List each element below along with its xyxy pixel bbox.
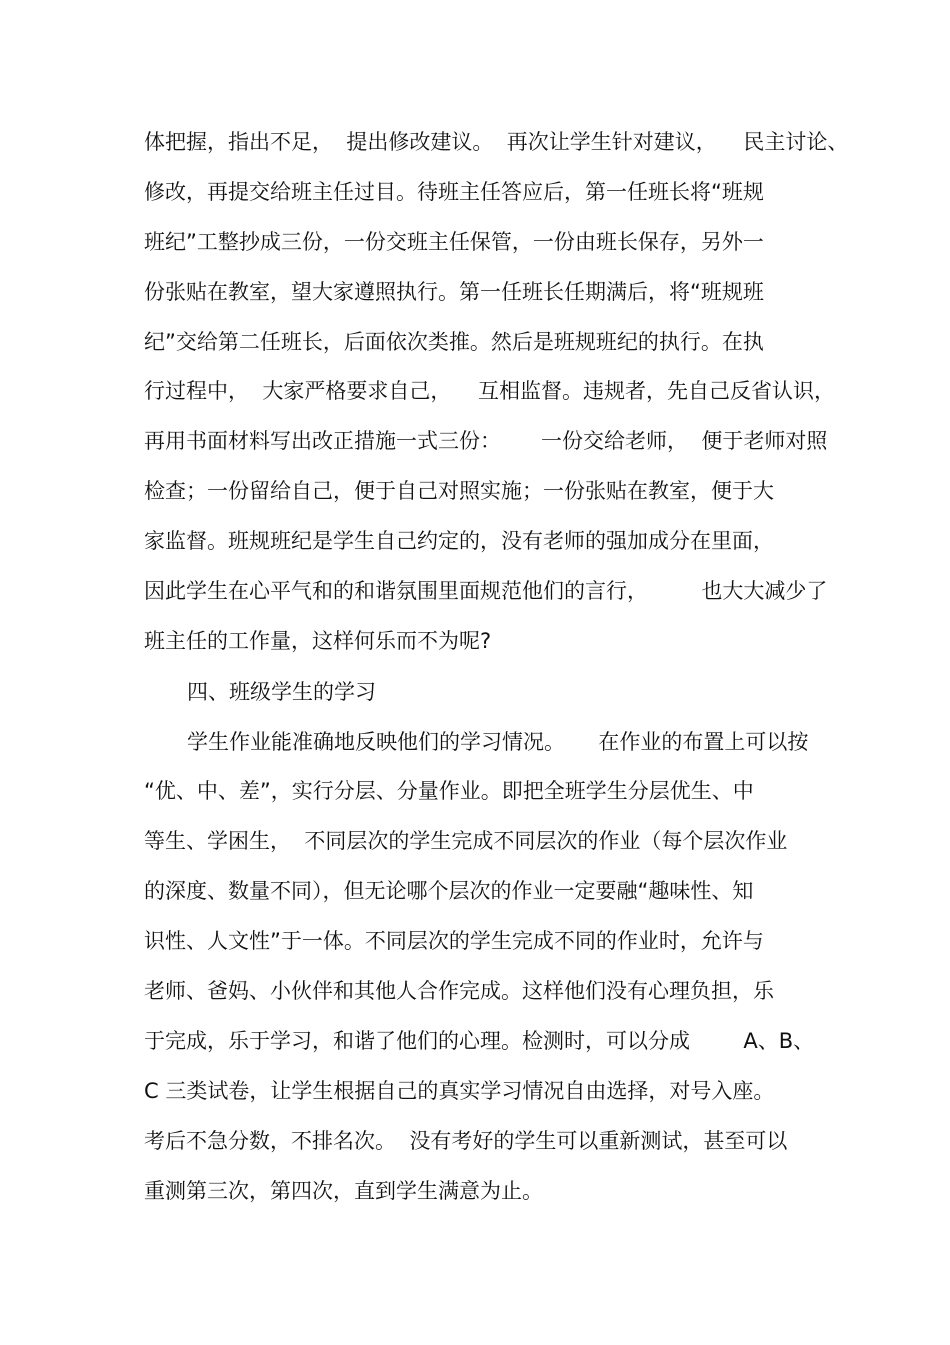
- text-line-9: 家监督。班规班纪是学生自己约定的，没有老师的强加成分在里面，: [144, 529, 774, 553]
- text-line-14: “优、中、差”，实行分层、分量作业。即把全班学生分层优生、中: [144, 779, 754, 803]
- section-heading: 四、班级学生的学习: [187, 680, 376, 704]
- text-line-6: 行过程中， 大家严格要求自己， 互相监督。违规者，先自己反省认识，: [144, 379, 836, 403]
- text-line-13: 学生作业能准确地反映他们的学习情况。 在作业的布置上可以按: [187, 730, 809, 754]
- text-line-11: 班主任的工作量，这样何乐而不为呢?: [144, 629, 492, 653]
- text-line-19: 于完成，乐于学习，和谐了他们的心理。检测时，可以分成 A、B、: [144, 1029, 815, 1053]
- text-line-16: 的深度、数量不同），但无论哪个层次的作业一定要融“趣味性、知: [144, 879, 754, 903]
- text-line-7: 再用书面材料写出改正措施一式三份： 一份交给老师， 便于老师对照: [144, 429, 828, 453]
- text-line-20: C 三类试卷，让学生根据自己的真实学习情况自由选择，对号入座。: [144, 1079, 775, 1103]
- text-line-18: 老师、爸妈、小伙伴和其他人合作完成。这样他们没有心理负担，乐: [144, 979, 774, 1003]
- text-line-21: 考后不急分数，不排名次。 没有考好的学生可以重新测试，甚至可以: [144, 1129, 788, 1153]
- text-line-2: 修改，再提交给班主任过目。待班主任答应后，第一任班长将“班规: [144, 180, 764, 204]
- text-line-8: 检查；一份留给自己，便于自己对照实施；一份张贴在教室，便于大: [144, 479, 774, 503]
- text-line-5: 纪”交给第二任班长，后面依次类推。然后是班规班纪的执行。在执: [144, 330, 764, 354]
- text-line-4: 份张贴在教室，望大家遵照执行。第一任班长任期满后，将“班规班: [144, 280, 764, 304]
- text-line-17: 识性、人文性”于一体。不同层次的学生完成不同的作业时，允许与: [144, 929, 764, 953]
- text-line-22: 重测第三次，第四次，直到学生满意为止。: [144, 1179, 543, 1203]
- text-line-15: 等生、学困生， 不同层次的学生完成不同层次的作业（每个层次作业: [144, 829, 788, 853]
- text-line-1: 体把握，指出不足， 提出修改建议。 再次让学生针对建议， 民主讨论、: [144, 130, 849, 154]
- text-line-10: 因此学生在心平气和的和谐氛围里面规范他们的言行， 也大大减少了: [144, 579, 828, 603]
- text-line-3: 班纪”工整抄成三份，一份交班主任保管，一份由班长保存，另外一: [144, 230, 764, 254]
